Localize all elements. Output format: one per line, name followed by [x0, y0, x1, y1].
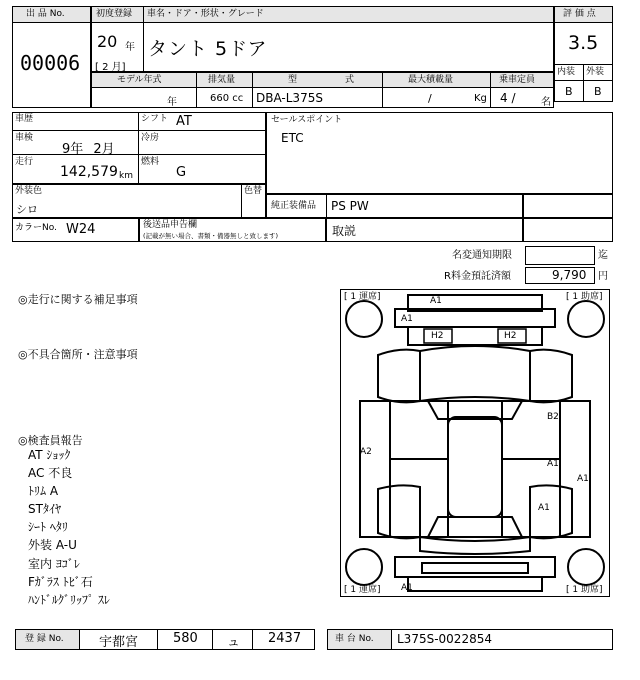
first-reg-year: 20 — [97, 32, 118, 51]
damage-mark-right-rear-fender: A1 — [577, 474, 589, 484]
inspector-note: AT ｼｮｯｸ — [28, 448, 71, 462]
transfer-deadline-unit: 迄 — [598, 250, 608, 261]
type-label: 型 式 — [288, 75, 365, 85]
displacement-value: 660 cc — [210, 93, 244, 104]
shift-value: AT — [176, 114, 192, 129]
car-name-label: 車名・ドア・形状・グレード — [147, 9, 264, 19]
damage-mark-right-side-lower: A1 — [538, 503, 550, 513]
factory-equip-value: PS PW — [331, 199, 369, 213]
model-year-label: モデル年式 — [117, 75, 162, 85]
inspector-title: ◎検査員報告 — [18, 434, 83, 447]
year-unit: 年 — [125, 42, 135, 53]
color-no-label: カラーNo. — [15, 223, 57, 233]
recycle-label: R料金預託済額 — [444, 271, 511, 282]
inspector-note: 室内 ﾖｺﾞﾚ — [28, 557, 80, 571]
mileage-label: 走行 — [15, 157, 34, 167]
interior-label: 内装 — [557, 67, 576, 77]
ext-color-label: 外装色 — [15, 186, 43, 196]
ext-color-value: シロ — [16, 203, 38, 216]
recycle-value: 9,790 — [552, 268, 587, 282]
inspector-note: Fｶﾞﾗｽ ﾄﾋﾞ石 — [28, 575, 93, 589]
corner-label-rear-left: [ 1 運席] — [344, 585, 381, 595]
mileage-unit: km — [119, 171, 133, 181]
lot-no: 00006 — [20, 51, 81, 75]
ac-label: 冷房 — [141, 133, 160, 143]
repaint-label: 色替 — [244, 186, 263, 196]
recycle-unit: 円 — [598, 271, 608, 282]
damage-mark-front-bumper-lower: A1 — [401, 314, 413, 324]
inspector-note: STﾀｲﾔ — [28, 502, 61, 516]
damage-mark-front-bumper: A1 — [430, 296, 442, 306]
car-name: タント 5ドア — [148, 38, 268, 60]
model-year-unit: 年 — [167, 97, 177, 108]
capacity-unit: 名 — [541, 97, 551, 108]
reg-number: 2437 — [268, 631, 302, 646]
shift-label: シフト — [141, 114, 169, 124]
inspector-note: ﾄﾘﾑ A — [28, 484, 59, 498]
reg-kana: ュ — [227, 635, 241, 650]
exterior-grade: B — [594, 85, 602, 98]
history-label: 車歴 — [15, 114, 34, 124]
inspector-note: ﾊﾝﾄﾞﾙｸﾞﾘｯﾌﾟ ｽﾚ — [28, 593, 110, 607]
interior-grade: B — [565, 85, 573, 98]
capacity-value: 4 / — [500, 91, 516, 105]
displacement-label: 排気量 — [208, 75, 236, 85]
max-load-label: 最大積載量 — [408, 75, 454, 85]
first-reg-label: 初度登録 — [96, 9, 133, 19]
reg-class: 580 — [173, 631, 198, 646]
post-report-label: 後送品申告欄 — [143, 220, 198, 230]
inspection-label: 車検 — [15, 133, 34, 143]
mileage-value: 142,579 — [60, 164, 118, 180]
score-value: 3.5 — [568, 32, 599, 54]
corner-label-front-left: [ 1 運席] — [344, 292, 381, 302]
exterior-label: 外装 — [586, 67, 605, 77]
damage-mark-right-rear-door: A1 — [547, 459, 559, 469]
damage-mark-rear-bumper: A1 — [401, 583, 413, 593]
car-outline-svg — [340, 289, 610, 597]
inspection-value: 9年 2月 — [62, 142, 115, 157]
damage-mark-headlight-left: H2 — [431, 331, 444, 341]
sales-point-value: ETC — [281, 131, 304, 145]
sales-point-label: セールスポイント — [271, 115, 343, 125]
lot-no-label: 出 品 No. — [26, 9, 65, 19]
score-label: 評 価 点 — [563, 9, 596, 19]
post-report-note: (記載が無い場合、書類・備器無しと致します) — [143, 232, 279, 240]
type-value: DBA-L375S — [256, 91, 323, 105]
reg-area: 宇都宮 — [99, 635, 139, 650]
factory-equip-label: 純正装備品 — [271, 201, 317, 211]
max-load-unit: Kg — [474, 93, 487, 104]
capacity-label: 乗車定員 — [499, 75, 536, 85]
damage-mark-headlight-right: H2 — [504, 331, 517, 341]
manual-value: 取説 — [332, 224, 357, 238]
corner-label-rear-right: [ 1 助席] — [566, 585, 603, 595]
driving-notes-title: ◎走行に関する補足事項 — [18, 293, 138, 306]
corner-label-front-right: [ 1 助席] — [566, 292, 603, 302]
chassis-no: L375S-0022854 — [397, 632, 492, 646]
damage-mark-right-front-door: B2 — [547, 412, 559, 422]
damage-mark-left-side: A2 — [360, 447, 372, 457]
ext-color-box — [12, 184, 266, 218]
transfer-deadline-label: 名変通知期限 — [452, 250, 512, 261]
reg-no-label: 登 録 No. — [25, 634, 64, 644]
inspector-note: ｼｰﾄ ﾍﾀﾘ — [28, 520, 68, 534]
inspector-note: AC 不良 — [28, 466, 73, 480]
first-reg-month: [ 2 月] — [95, 62, 126, 73]
defect-notes-title: ◎不具合箇所・注意事項 — [18, 348, 138, 361]
details-box — [12, 112, 266, 184]
chassis-label: 車 台 No. — [335, 634, 374, 644]
fuel-value: G — [176, 165, 187, 180]
inspector-note: 外装 A-U — [28, 538, 77, 552]
fuel-label: 燃料 — [141, 157, 160, 167]
max-load-slash: / — [428, 92, 432, 105]
color-no-value: W24 — [66, 222, 96, 237]
transfer-deadline-box — [525, 246, 595, 265]
